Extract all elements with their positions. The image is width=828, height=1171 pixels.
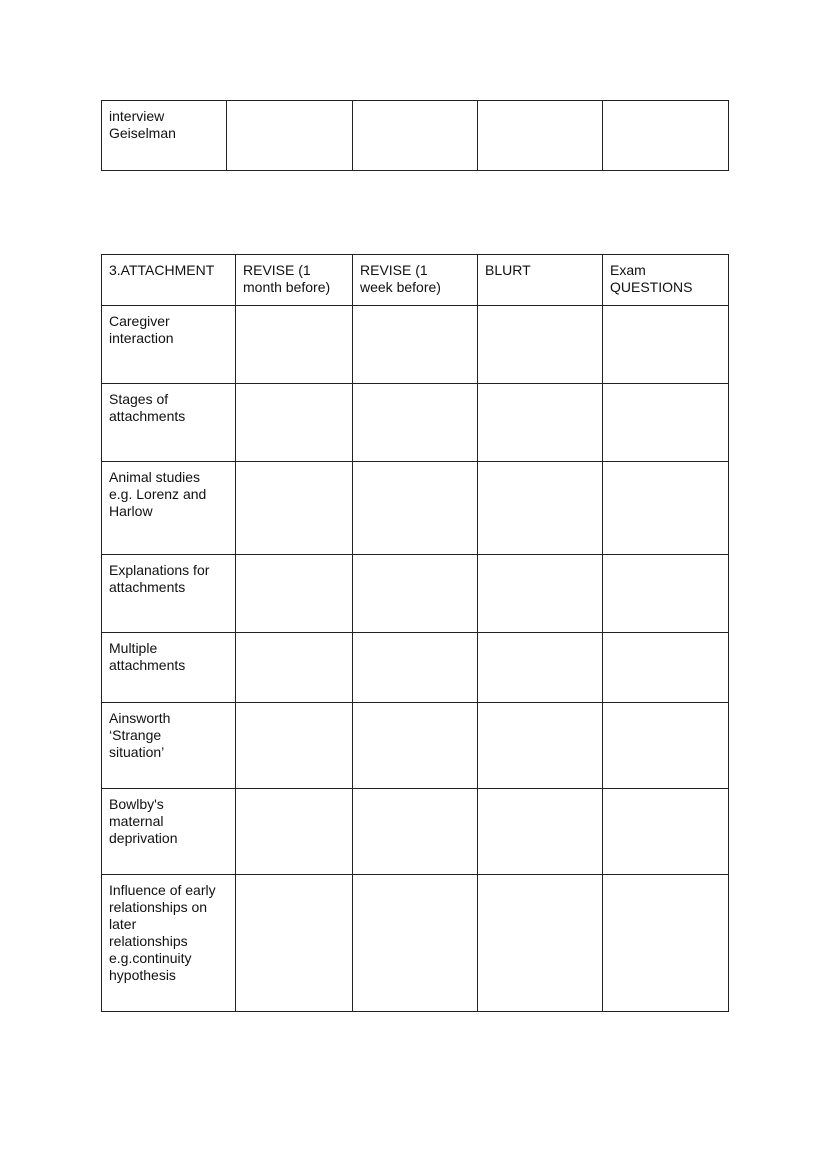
table-row [102,384,729,462]
table-row [102,306,729,384]
empty-cell[interactable] [603,384,729,462]
empty-cell[interactable] [478,633,603,703]
empty-cell[interactable] [478,384,603,462]
header-row [102,255,729,306]
empty-cell[interactable] [478,875,603,1012]
empty-cell[interactable] [478,703,603,789]
topic-cell: Animal studies e.g. Lorenz and Harlow [102,462,236,555]
empty-cell[interactable] [478,462,603,555]
empty-cell[interactable] [353,789,478,875]
empty-cell[interactable] [236,875,353,1012]
empty-cell[interactable] [227,101,353,171]
table-row [102,101,729,171]
column-header: BLURT [478,255,603,306]
topic-cell: interview Geiselman [102,101,227,171]
table-row [102,555,729,633]
empty-cell[interactable] [478,306,603,384]
topic-cell: Bowlby's maternal deprivation [102,789,236,875]
empty-cell[interactable] [236,555,353,633]
table-row [102,703,729,789]
empty-cell[interactable] [603,555,729,633]
attachment-revision-table [101,254,729,1012]
topic-cell: Influence of early relationships on later relationships e.g.continuity hypothesis [102,875,236,1012]
empty-cell[interactable] [353,101,478,171]
column-header: 3.ATTACHMENT [102,255,236,306]
column-header: Exam QUESTIONS [603,255,729,306]
topic-cell: Stages of attachments [102,384,236,462]
empty-cell[interactable] [353,555,478,633]
empty-cell[interactable] [603,633,729,703]
topic-cell: Multiple attachments [102,633,236,703]
topic-cell: Explanations for attachments [102,555,236,633]
topic-cell: Caregiver interaction [102,306,236,384]
empty-cell[interactable] [353,462,478,555]
empty-cell[interactable] [478,789,603,875]
empty-cell[interactable] [236,306,353,384]
empty-cell[interactable] [236,789,353,875]
empty-cell[interactable] [603,462,729,555]
table-row [102,633,729,703]
empty-cell[interactable] [603,101,729,171]
empty-cell[interactable] [353,875,478,1012]
empty-cell[interactable] [353,633,478,703]
empty-cell[interactable] [603,703,729,789]
table-row [102,789,729,875]
empty-cell[interactable] [353,306,478,384]
empty-cell[interactable] [603,306,729,384]
empty-cell[interactable] [236,384,353,462]
empty-cell[interactable] [478,555,603,633]
topic-cell: Ainsworth ‘Strange situation’ [102,703,236,789]
empty-cell[interactable] [353,703,478,789]
column-header: REVISE (1 month before) [236,255,353,306]
empty-cell[interactable] [236,633,353,703]
empty-cell[interactable] [603,789,729,875]
empty-cell[interactable] [353,384,478,462]
empty-cell[interactable] [236,462,353,555]
empty-cell[interactable] [478,101,603,171]
column-header: REVISE (1 week before) [353,255,478,306]
empty-cell[interactable] [236,703,353,789]
empty-cell[interactable] [603,875,729,1012]
table-row [102,462,729,555]
table-row [102,875,729,1012]
previous-topic-table [101,100,729,171]
